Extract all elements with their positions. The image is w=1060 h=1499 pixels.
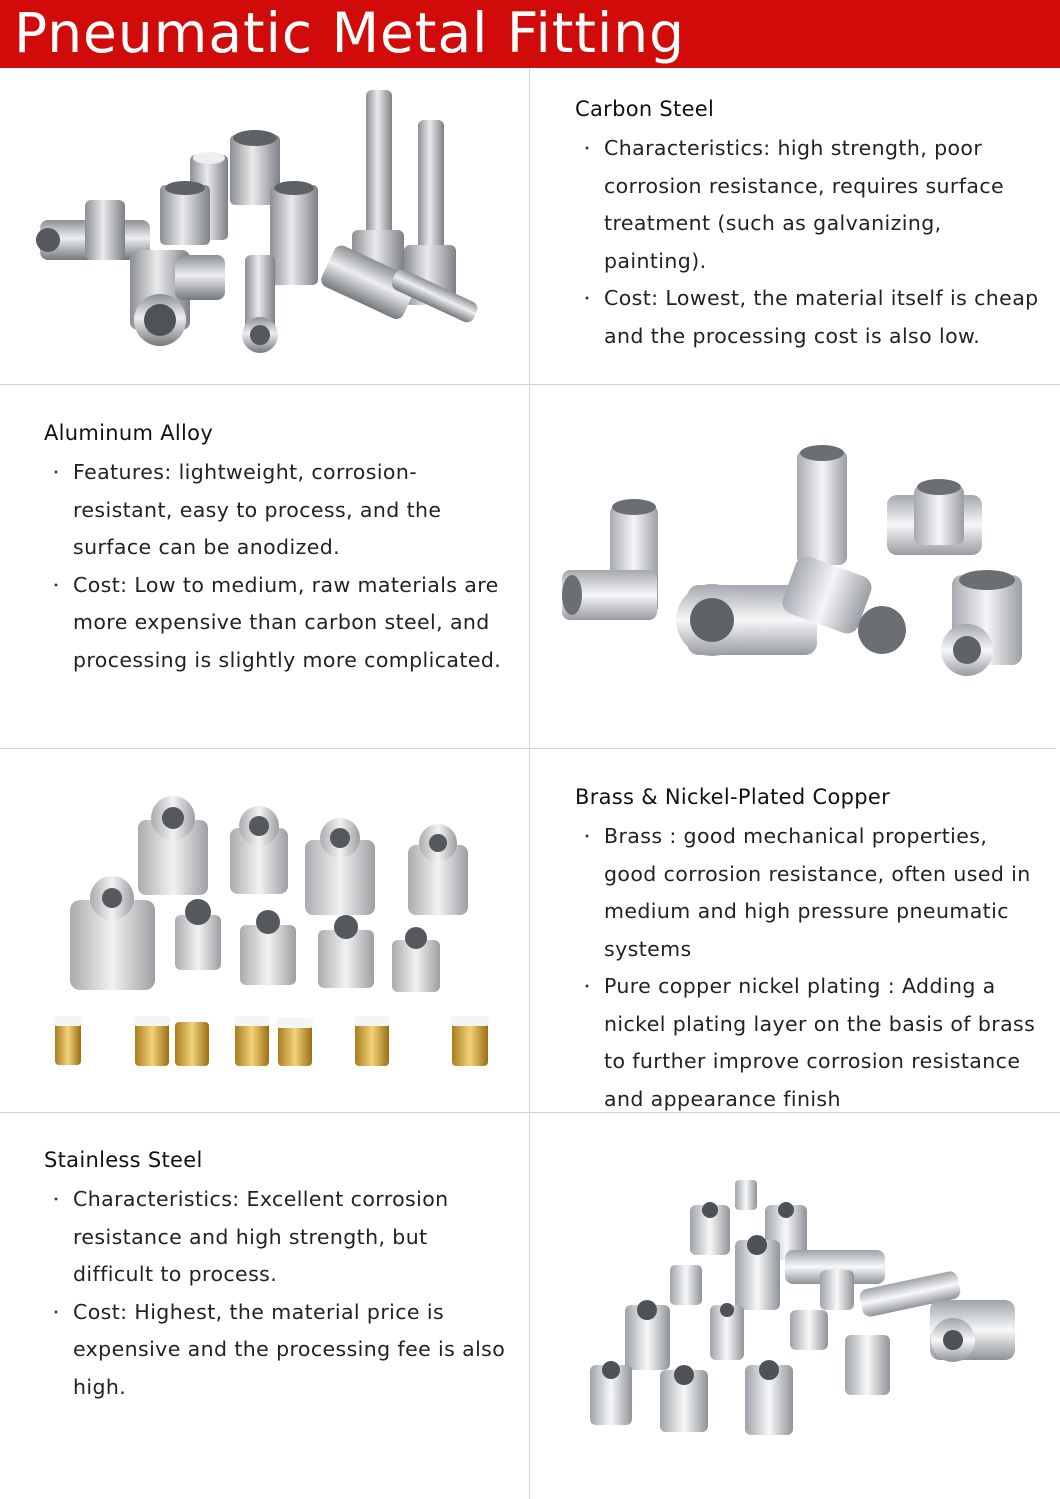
carbon-steel-fittings-image xyxy=(30,80,510,375)
bullet-marker: ・ xyxy=(48,463,65,482)
section-brass xyxy=(575,780,1045,1118)
stainless-steel-fittings-image xyxy=(575,1170,1035,1460)
row-divider-2 xyxy=(0,748,1056,749)
section-heading: Brass & Nickel-Plated Copper xyxy=(575,785,891,809)
bullet-item: ・ Pure copper nickel plating : Adding a nickel plating layer on the basis of brass to further improve corrosion resistance and appearance finish xyxy=(575,968,1045,1118)
bullet-item: ・ Cost: Lowest, the material itself is cheap and the processing cost is also low. xyxy=(575,280,1045,355)
section-carbon-steel xyxy=(575,92,1045,355)
bullet-item: ・ Cost: Highest, the material price is expensive and the processing fee is also high. xyxy=(44,1294,514,1407)
bullet-item: ・ Brass : good mechanical properties, good corrosion resistance, often used in medium and high pressure pneumatic systems xyxy=(575,818,1045,968)
bullet-marker: ・ xyxy=(48,1190,65,1209)
title-banner xyxy=(0,0,1060,68)
bullet-marker: ・ xyxy=(48,575,65,595)
page-title: Pneumatic Metal Fitting xyxy=(14,1,686,65)
section-stainless-steel xyxy=(44,1143,514,1406)
bullet-list xyxy=(575,130,1045,355)
bullet-item: ・ Characteristics: Excellent corrosion resistance and high strength, but difficult to process. xyxy=(44,1181,514,1294)
bullet-list xyxy=(575,818,1045,1118)
bullet-marker: ・ xyxy=(579,827,596,846)
section-heading: Stainless Steel xyxy=(44,1148,203,1172)
bullet-item: ・ Cost: Low to medium, raw materials are more expensive than carbon steel, and processing is slightly more complicated. xyxy=(44,567,514,680)
bullet-item: ・ Characteristics: high strength, poor corrosion resistance, requires surface treatment (such as galvanizing, painting). xyxy=(575,130,1045,280)
aluminum-fittings-image xyxy=(542,425,1042,695)
section-heading: Aluminum Alloy xyxy=(44,421,214,445)
bullet-marker: ・ xyxy=(579,289,596,308)
bullet-list xyxy=(44,454,514,679)
bullet-list xyxy=(44,1181,514,1406)
row-divider-1 xyxy=(0,384,1060,385)
bullet-marker: ・ xyxy=(579,977,596,996)
brass-fittings-image xyxy=(40,790,510,1090)
bullet-item: ・ Features: lightweight, corrosion-resistant, easy to process, and the surface can be anodized. xyxy=(44,454,514,567)
section-heading: Carbon Steel xyxy=(575,97,715,121)
column-divider xyxy=(529,68,530,1499)
section-aluminum-alloy xyxy=(44,416,514,679)
bullet-marker: ・ xyxy=(579,139,596,158)
bullet-marker: ・ xyxy=(48,1302,65,1322)
